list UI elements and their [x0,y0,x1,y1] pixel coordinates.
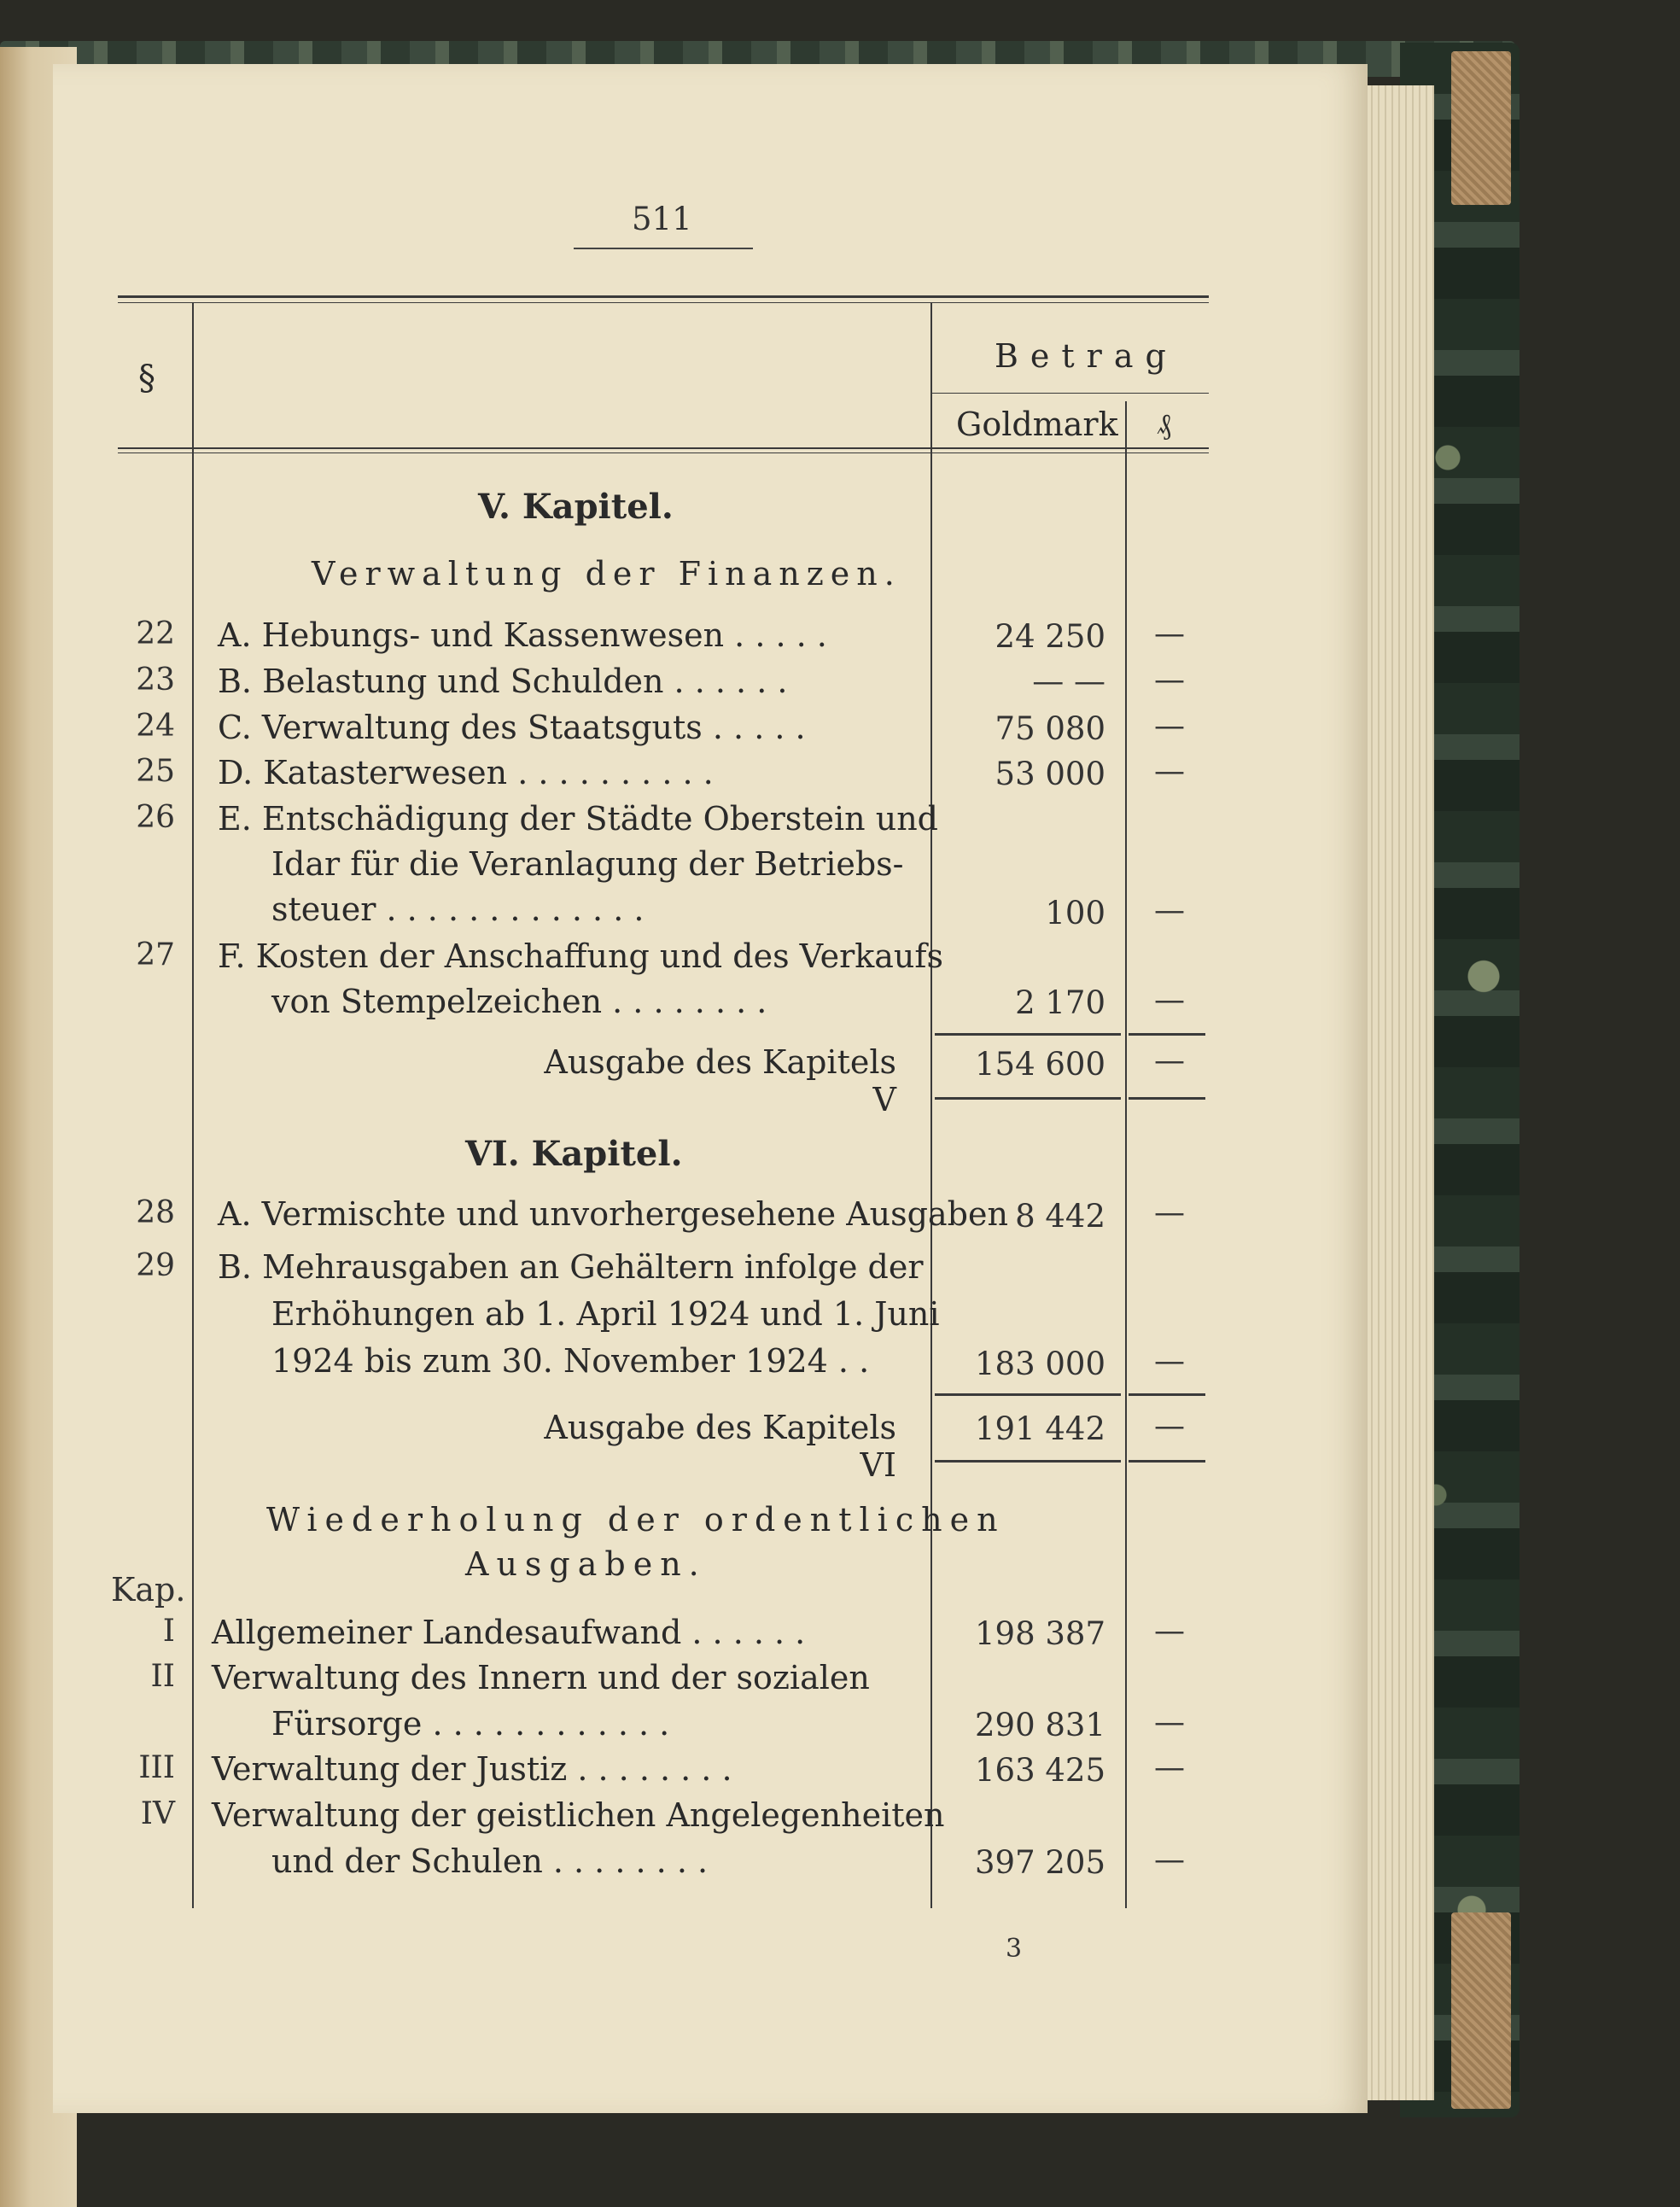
row-text: B. Mehrausgaben an Gehältern infolge der [218,1248,924,1286]
row-pf: — [1154,709,1185,744]
row-text: steuer . . . . . . . . . . . . . [271,890,645,928]
cover-corner-top [1451,51,1511,205]
col-rule-pf [1125,401,1127,1908]
row-number: 23 [136,663,175,698]
total-rule-pf [1129,1460,1205,1463]
chapter-6-total: 191 442 [974,1410,1105,1447]
table-header-rule [118,447,1209,449]
goldmark-header: Goldmark [956,406,1118,443]
row-amount: 24 250 [995,618,1105,655]
row-text: B. Belastung und Schulden . . . . . . [218,663,788,700]
total-rule-pf [1129,1097,1205,1100]
row-number: 29 [136,1248,175,1283]
chapter-5-title: V. Kapitel. [478,487,674,527]
row-number: 27 [136,937,175,972]
row-text: A. Vermischte und unvorhergesehene Ausgaben [218,1195,1008,1233]
row-amount: — — [1032,663,1105,699]
total-rule [935,1460,1121,1463]
row-amount: 75 080 [995,710,1105,747]
row-amount: 183 000 [974,1346,1105,1382]
row-text: F. Kosten der Anschaffung und des Verkaufs [218,937,943,975]
row-text: Verwaltung der Justiz . . . . . . . . [212,1750,732,1788]
row-pf: — [1154,1705,1185,1740]
row-text: E. Entschädigung der Städte Oberstein und [218,800,938,838]
row-pf: — [1154,1842,1185,1877]
table-header-rule-2 [118,452,1209,453]
row-text: Erhöhungen ab 1. April 1924 und 1. Juni [271,1295,940,1333]
row-amount: 100 [1045,895,1105,931]
cover-corner-bottom [1451,1912,1511,2109]
row-pf: — [1154,893,1185,928]
betrag-header-rule [930,393,1209,394]
row-amount: 8 442 [1015,1198,1105,1235]
chapter-6-total-pf: — [1154,1409,1185,1444]
row-number: I [162,1614,175,1649]
row-amount: 290 831 [974,1707,1105,1743]
row-number: 24 [136,709,175,744]
row-number: 28 [136,1195,175,1230]
chapter-6-total-label: Ausgabe des Kapitels VI [544,1409,896,1484]
chapter-6-title: VI. Kapitel. [465,1134,683,1174]
row-number: 22 [136,616,175,651]
row-number: 25 [136,754,175,789]
signature-mark: 3 [1006,1934,1023,1964]
row-pf: — [1154,1614,1185,1649]
row-pf: — [1154,983,1185,1018]
row-number: IV [140,1796,175,1831]
subtotal-rule [935,1393,1121,1396]
total-rule [935,1097,1121,1100]
row-text: Verwaltung des Innern und der sozialen [212,1659,870,1696]
subtotal-rule [935,1033,1121,1036]
row-text: C. Verwaltung des Staatsguts . . . . . [218,709,806,746]
row-amount: 53 000 [995,756,1105,792]
row-text: Allgemeiner Landesaufwand . . . . . . [212,1614,806,1651]
chapter-5-total-pf: — [1154,1043,1185,1078]
row-amount: 163 425 [974,1752,1105,1789]
chapter-5-subtitle: Verwaltung der Finanzen. [312,555,901,593]
row-text: Verwaltung der geistlichen Angelegenheiten [212,1796,945,1834]
row-text: von Stempelzeichen . . . . . . . . [271,983,767,1020]
subtotal-rule-pf [1129,1393,1205,1396]
row-text: und der Schulen . . . . . . . . [271,1842,709,1880]
subtotal-rule-pf [1129,1033,1205,1036]
row-text: D. Katasterwesen . . . . . . . . . . [218,754,714,791]
row-pf: — [1154,1344,1185,1379]
row-text: Fürsorge . . . . . . . . . . . . [271,1705,670,1743]
row-number: III [138,1750,175,1785]
row-amount: 397 205 [974,1844,1105,1881]
row-text: Idar für die Veranlagung der Betriebs- [271,845,904,883]
row-amount: 2 170 [1015,984,1105,1021]
table-top-rule-2 [118,302,1209,303]
section-symbol-header: § [138,359,155,398]
row-pf: — [1154,1750,1185,1785]
col-rule-amount [930,303,932,1908]
row-number: II [150,1659,175,1694]
row-pf: — [1154,754,1185,789]
kap-label: Kap. [111,1571,186,1609]
row-number: 26 [136,800,175,835]
repetition-title-line2: Ausgaben. [465,1545,707,1583]
repetition-title-line1: Wiederholung der ordentlichen [266,1501,1006,1538]
row-text: 1924 bis zum 30. November 1924 . . [271,1342,870,1380]
col-rule-section [192,303,194,1908]
table-top-rule [118,295,1209,298]
page-number: 511 [632,201,692,237]
row-text: A. Hebungs- und Kassenwesen . . . . . [218,616,827,654]
chapter-5-total: 154 600 [974,1046,1105,1083]
betrag-header: Betrag [995,337,1178,375]
row-pf: — [1154,1195,1185,1230]
row-pf: — [1154,663,1185,698]
row-pf: — [1154,616,1185,651]
chapter-5-total-label: Ausgabe des Kapitels V [544,1043,896,1118]
page-number-rule [574,248,753,249]
pf-header: ₰ [1157,407,1171,441]
row-amount: 198 387 [974,1615,1105,1652]
